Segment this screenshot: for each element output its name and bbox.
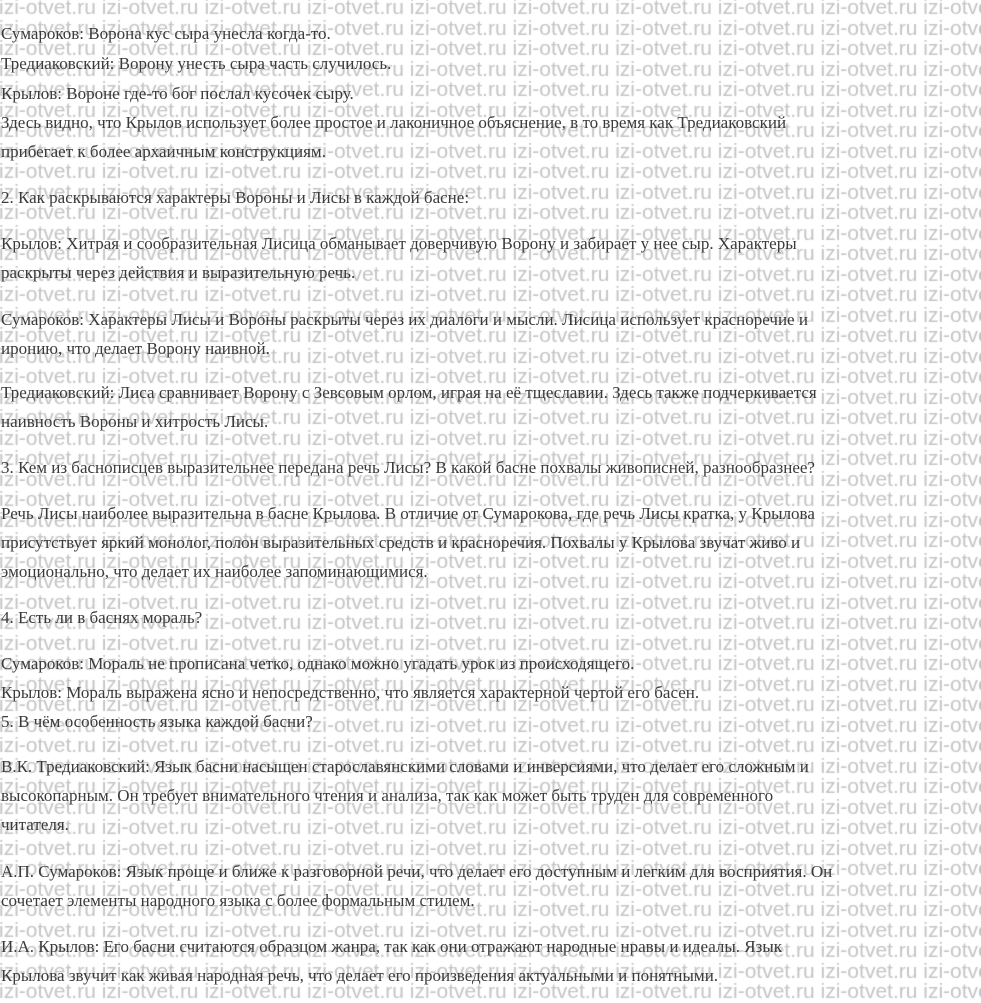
text-line: А.П. Сумароков: Язык проще и ближе к разговорной речи, что делает его доступным и легким для восприятия. Он bbox=[1, 862, 833, 881]
paragraph bbox=[1, 183, 976, 212]
text-line: Речь Лисы наиболее выразительна в басне Крылова. В отличие от Сумарокова, где речь Лисы кратка, у Крылова bbox=[1, 504, 815, 523]
text-line: прибегает к более архаичным конструкциям. bbox=[1, 142, 326, 161]
text-line: Крылов: Вороне где-то бог послал кусочек сыру. bbox=[1, 84, 354, 103]
text-line: присутствует яркий монолог, полон выразительных средств и красноречия. Похвалы у Крылова звучат живо и bbox=[1, 533, 801, 552]
paragraph bbox=[1, 19, 976, 48]
paragraph bbox=[1, 378, 976, 436]
paragraph bbox=[1, 603, 976, 632]
text-line: 3. Кем из баснописцев выразительнее передана речь Лисы? В какой басне похвалы живописней, разнообразнее? bbox=[1, 458, 815, 477]
text-line: читателя. bbox=[1, 815, 69, 834]
text-line: 5. В чём особенность языка каждой басни? bbox=[1, 712, 313, 731]
text-line: Здесь видно, что Крылов использует более простое и лаконичное объяснение, в то время как Тредиаковский bbox=[1, 113, 787, 132]
paragraph bbox=[1, 499, 976, 586]
text-line: Сумароков: Ворона кус сыра унесла когда-то. bbox=[1, 24, 331, 43]
text-line: Тредиаковский: Ворону унесть сыра часть случилось. bbox=[1, 54, 392, 73]
paragraph bbox=[1, 453, 976, 482]
paragraph bbox=[1, 49, 976, 78]
text-line: В.К. Тредиаковский: Язык басни насыщен старославянскими словами и инверсиями, что делает его сложным и bbox=[1, 757, 809, 776]
text-line: Крылов: Хитрая и сообразительная Лисица обманывает доверчивую Ворону и забирает у нее сыр. Характеры bbox=[1, 234, 797, 253]
text-line: иронию, что делает Ворону наивной. bbox=[1, 339, 270, 358]
text-line: 2. Как раскрываются характеры Вороны и Лисы в каждой басне: bbox=[1, 188, 470, 207]
text-line: Тредиаковский: Лиса сравнивает Ворону с Зевсовым орлом, играя на её тщеславии. Здесь также подчеркивается bbox=[1, 383, 817, 402]
paragraph bbox=[1, 678, 976, 707]
paragraph bbox=[1, 857, 976, 915]
text-line: Сумароков: Характеры Лисы и Вороны раскрыты через их диалоги и мысли. Лисица использует красноречие и bbox=[1, 310, 808, 329]
paragraph bbox=[1, 752, 976, 839]
text-line: Крылова звучит как живая народная речь, что делает его произведения актуальными и понятными. bbox=[1, 966, 719, 985]
paragraph bbox=[1, 229, 976, 287]
text-line: раскрыты через действия и выразительную речь. bbox=[1, 263, 356, 282]
text-line: Сумароков: Мораль не прописана четко, однако можно угадать урок из происходящего. bbox=[1, 654, 635, 673]
paragraph bbox=[1, 932, 976, 990]
text-line: Крылов: Мораль выражена ясно и непосредственно, что является характерной чертой его басен. bbox=[1, 683, 700, 702]
text-line: 4. Есть ли в баснях мораль? bbox=[1, 608, 203, 627]
text-line: эмоционально, что делает их наиболее запоминающимися. bbox=[1, 562, 428, 581]
paragraph bbox=[1, 108, 976, 166]
paragraph bbox=[1, 707, 976, 736]
text-line: сочетает элементы народного языка с более формальным стилем. bbox=[1, 891, 475, 910]
text-line: И.А. Крылов: Его басни считаются образцом жанра, так как они отражают народные нравы и идеалы. Язык bbox=[1, 937, 783, 956]
paragraph bbox=[1, 649, 976, 678]
paragraph bbox=[1, 79, 976, 108]
text-line: наивность Вороны и хитрость Лисы. bbox=[1, 412, 269, 431]
paragraph bbox=[1, 305, 976, 363]
text-line: высокопарным. Он требует внимательного чтения и анализа, так как может быть труден для современного bbox=[1, 786, 774, 805]
